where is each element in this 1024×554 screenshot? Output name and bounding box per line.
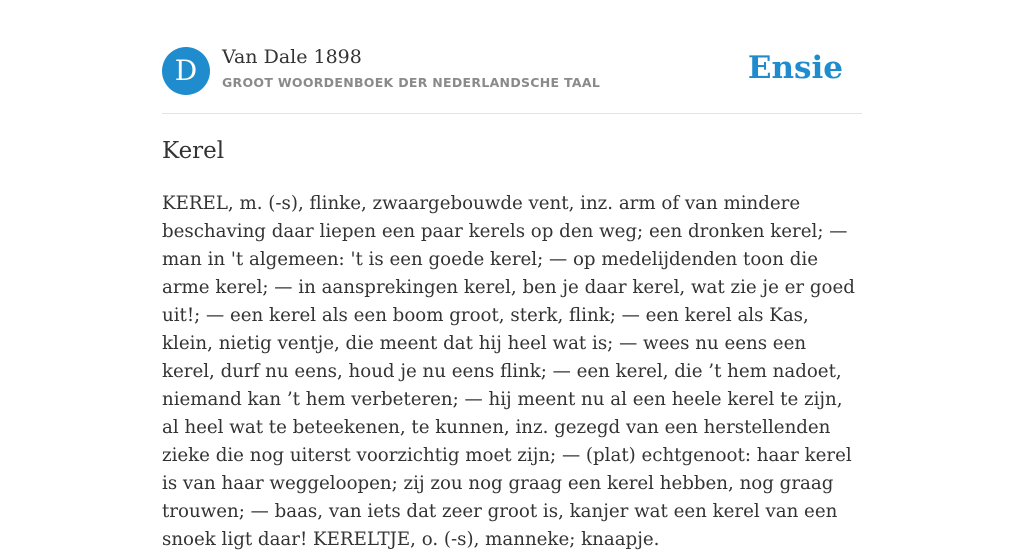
entry-definition: KEREL, m. (-s), flinke, zwaargebouwde vent, inz. arm of van mindere beschaving daar liepen een paar kerels op den weg; een dronken kerel; — man in 't algemeen: 't is een goede kerel; — op medelijdenden toon die arme kerel; — in aansprekingen kerel, ben je daar kerel, wat zie je er goed uit!; — een kerel als een boom groot, sterk, flink; — een kerel als Kas, klein, nietig ventje, die meent dat hij heel wat is; — wees nu eens een kerel, durf nu eens, houd je nu eens flink; — een kerel, die ’t hem nadoet, niemand kan ’t hem verbeteren; — hij meent nu al een heele kerel te zijn, al heel wat te beteekenen, te kunnen, inz. gezegd van een herstellenden zieke die nog uiterst voorzichtig moet zijn; — (plat) echtgenoot: haar kerel is van haar weggeloopen; zij zou nog graag een kerel hebben, nog graag trouwen; — baas, van iets dat zeer groot is, kanjer wat een kerel van een snoek ligt daar! KERELTJE, o. (-s), manneke; knaapje. <box>162 193 855 550</box>
source-subtitle: GROOT WOORDENBOEK DER NEDERLANDSCHE TAAL <box>222 75 601 90</box>
source-header <box>162 46 862 96</box>
brand-logo[interactable]: Ensie <box>747 50 843 86</box>
source-logo[interactable]: D <box>162 47 210 95</box>
entry-title: Kerel <box>162 138 225 164</box>
source-title[interactable]: Van Dale 1898 <box>222 46 362 68</box>
header-divider <box>162 113 862 114</box>
